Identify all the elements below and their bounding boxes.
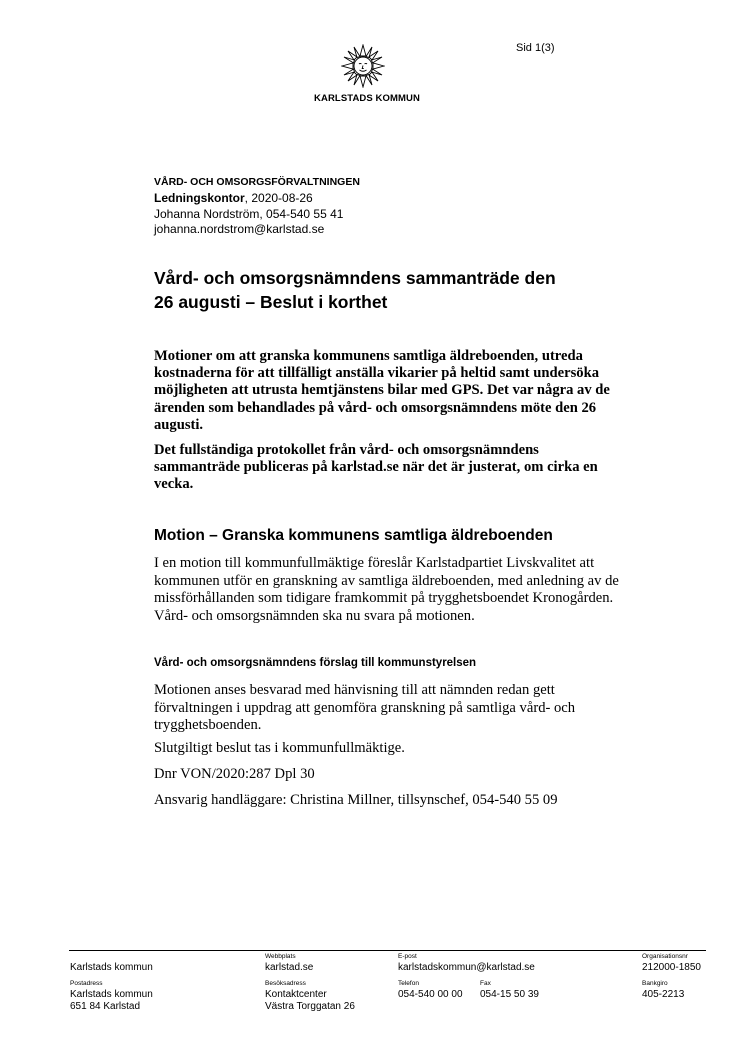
footer-name: Karlstads kommun: [70, 962, 153, 973]
office-line: [154, 191, 313, 205]
section-2-heading: Vård- och omsorgsnämndens förslag till kommunstyrelsen: [154, 657, 477, 669]
footer-org-label: Organisationsnr: [642, 953, 688, 960]
contact-email: johanna.nordstrom@karlstad.se: [154, 222, 325, 236]
logo-text: KARLSTADS KOMMUN: [314, 93, 420, 104]
footer-phone-label: Telefon: [398, 980, 419, 987]
footer-email-link[interactable]: karlstadskommun@karlstad.se: [398, 962, 535, 973]
footer-bankgiro-label: Bankgiro: [642, 980, 668, 987]
lead-paragraph-2: Det fullständiga protokollet från vård- och omsorgsnämndens sammanträde publiceras på karlstad.se när det är justerat, om cirka en vecka.: [154, 442, 598, 493]
footer-fax-number: 054-15 50 39: [480, 989, 539, 1000]
title-line-2: 26 augusti – Beslut i korthet: [154, 292, 388, 312]
footer-postal-label: Postadress: [70, 980, 103, 987]
office-name: Ledningskontor: [154, 191, 245, 205]
footer-phone-number: 054-540 00 00: [398, 989, 463, 1000]
decision-paragraph: Slutgiltigt beslut tas i kommunfullmäktige.: [154, 740, 405, 756]
footer-web-label: Webbplats: [265, 953, 296, 960]
page-number: Sid 1(3): [516, 42, 555, 54]
footer-org-number: 212000-1850: [642, 962, 701, 973]
department-name: VÅRD- OCH OMSORGSFÖRVALTNINGEN: [154, 176, 360, 188]
footer-visit-label: Besöksadress: [265, 980, 306, 987]
proposal-paragraph: Motionen anses besvarad med hänvisning till att nämnden redan gett förvaltningen i uppdrag att genomföra granskning på samtliga vård- och trygghetsboenden.: [154, 682, 576, 733]
document-title: [154, 266, 634, 314]
section-1-heading: Motion – Granska kommunens samtliga äldreboenden: [154, 527, 553, 544]
footer-web-link[interactable]: karlstad.se: [265, 962, 314, 973]
document-date: , 2020-08-26: [244, 191, 313, 205]
footer-postal-line-1: Karlstads kommun: [70, 989, 153, 1000]
title-line-1: Vård- och omsorgsnämndens sammanträde den: [154, 268, 556, 288]
footer-visit-line-2: Västra Torggatan 26: [265, 1001, 355, 1012]
footer-email-label: E-post: [398, 953, 417, 960]
footer-visit-line-1: Kontaktcenter: [265, 989, 327, 1000]
footer-fax-label: Fax: [480, 980, 491, 987]
contact-person: Johanna Nordström, 054-540 55 41: [154, 207, 344, 221]
section-1-body: I en motion till kommunfullmäktige föreslår Karlstadpartiet Livskvalitet att kommunen utför en granskning av samtliga äldreboenden, med anledning av de missförhållanden som tidigare framkommit på trygghetsboendet Kronogården. Vård- och omsorgsnämnden ska nu svara på motionen.: [154, 555, 619, 624]
reference-number: Dnr VON/2020:287 Dpl 30: [154, 766, 315, 782]
lead-paragraph-1: Motioner om att granska kommunens samtliga äldreboenden, utreda kostnaderna för att tillfälligt anställa vikarier på heltid samt undersöka möjligheten att utrusta hemtjänstens bilar med GPS. Det var några av de ärenden som behandlades på vård- och omsorgsnämndens möte den 26 augusti.: [154, 348, 610, 433]
footer-bankgiro-number: 405-2213: [642, 989, 685, 1000]
responsible-officer: Ansvarig handläggare: Christina Millner, tillsynschef, 054-540 55 09: [154, 792, 558, 808]
footer-postal-line-2: 651 84 Karlstad: [70, 1001, 141, 1012]
contact-block: [154, 207, 343, 237]
sun-logo-icon: [341, 44, 385, 88]
footer-divider: [69, 950, 706, 951]
